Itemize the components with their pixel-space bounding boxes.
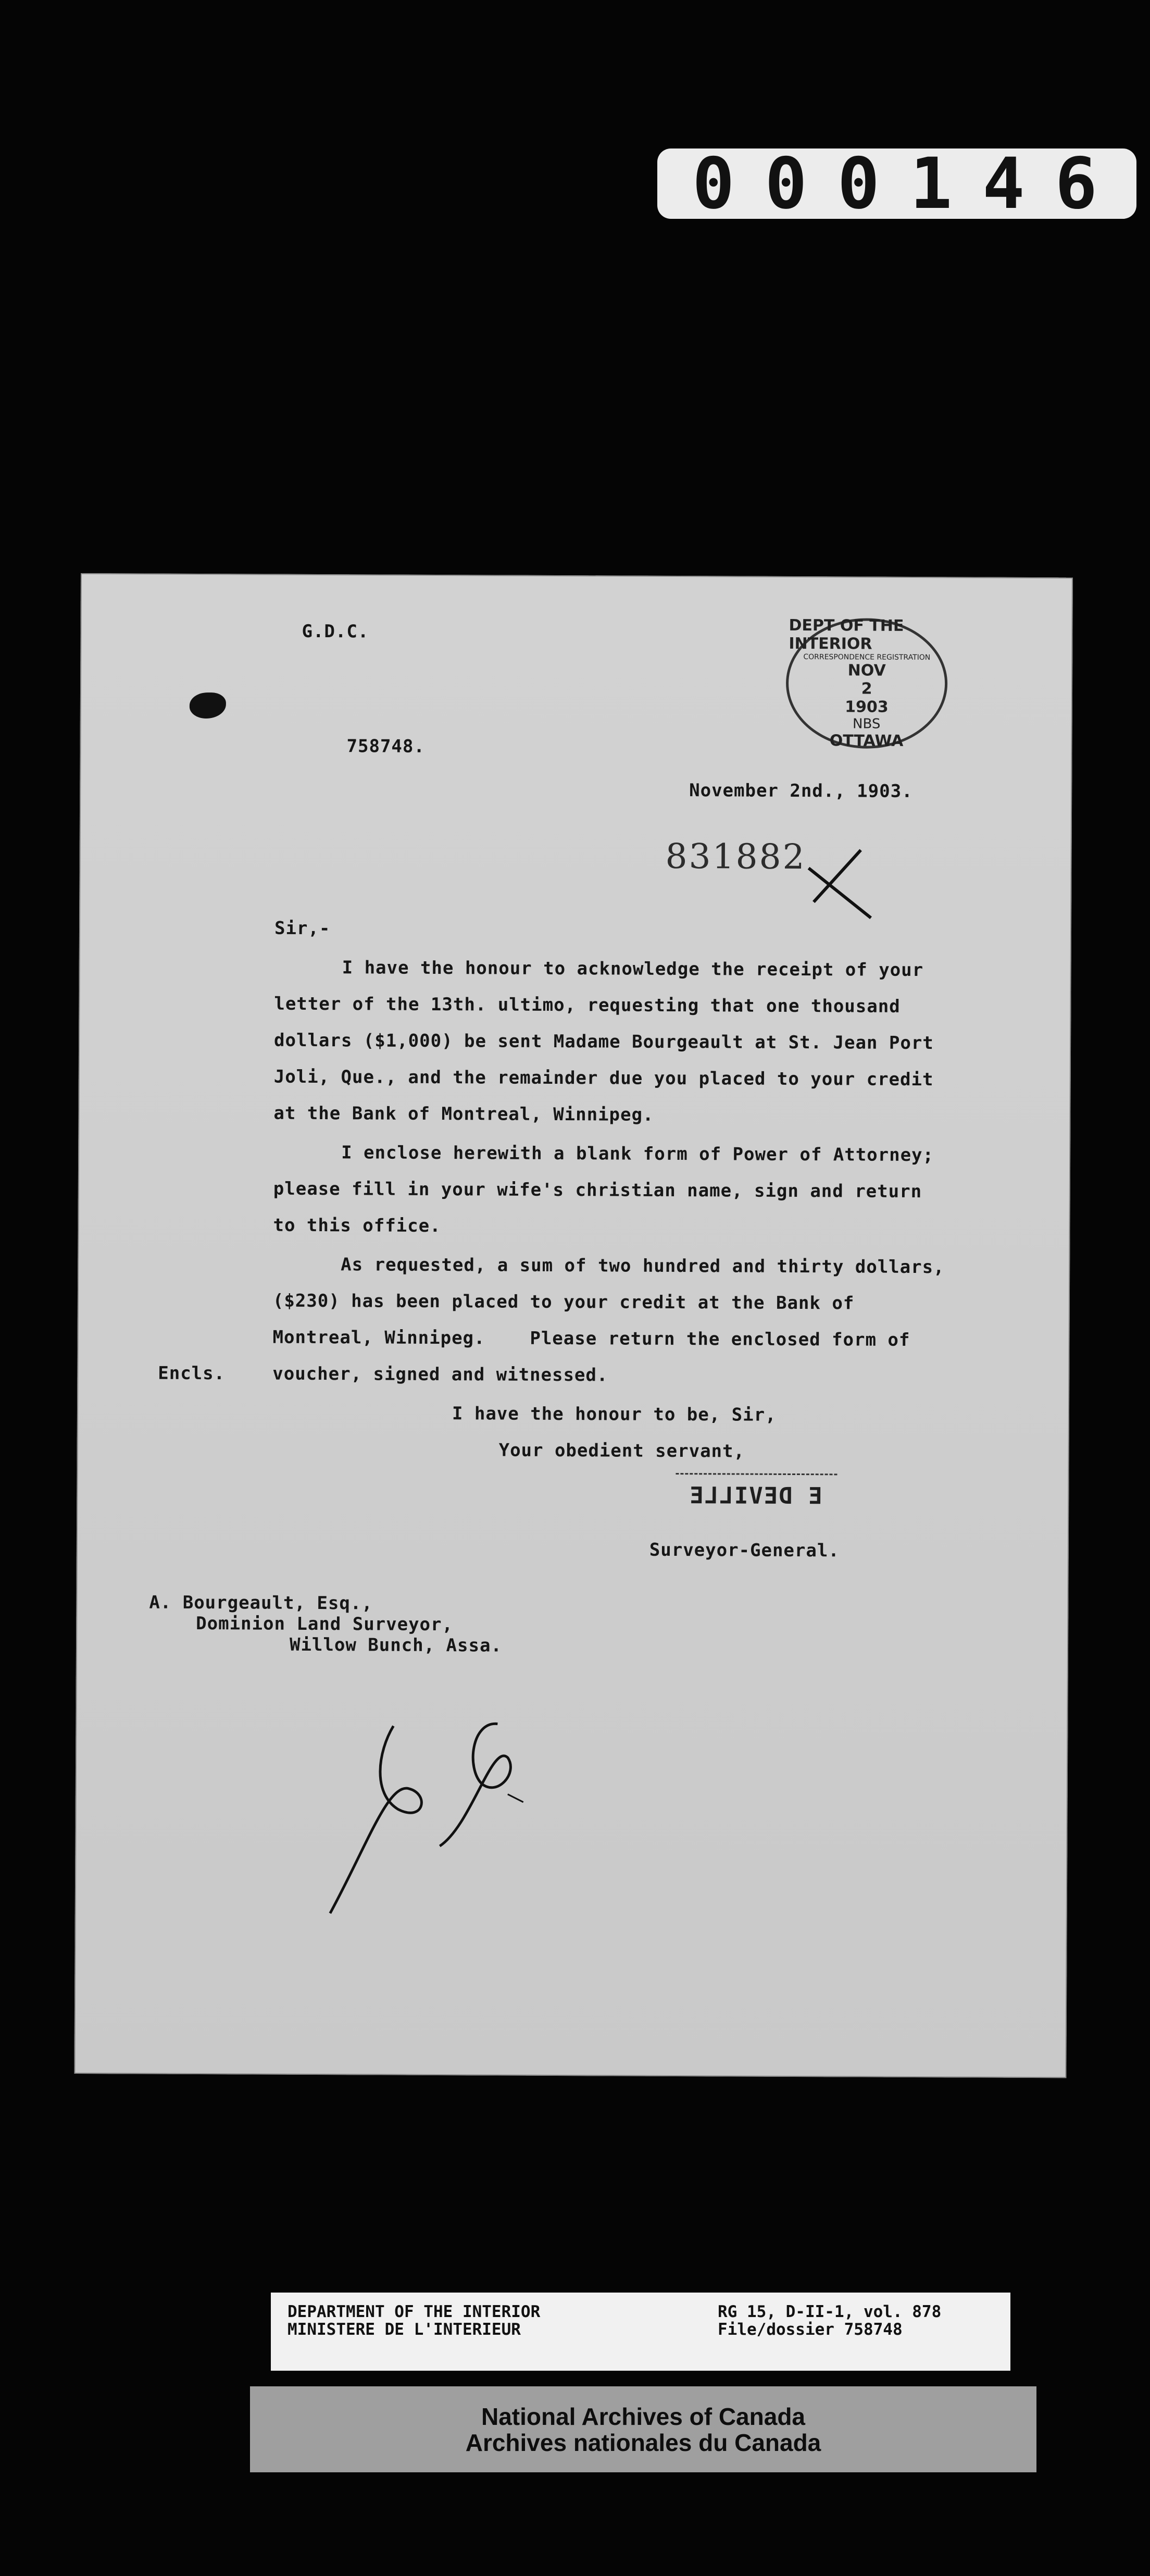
dept-english: DEPARTMENT OF THE INTERIOR [288, 2302, 541, 2321]
addressee-line-2: Dominion Land Surveyor, [196, 1613, 454, 1636]
file-reference-label [271, 2293, 1010, 2371]
registry-number: 831882 [665, 836, 806, 877]
archive-name-english: National Archives of Canada [481, 2402, 805, 2430]
salutation: Sir,- [274, 918, 331, 939]
archive-name-french: Archives nationales du Canada [465, 2429, 821, 2456]
stamp-day: 2 [861, 679, 872, 698]
stamp-city: OTTAWA [829, 732, 904, 750]
body-line-1: I have the honour to acknowledge the receipt of your [342, 957, 924, 981]
body-line-12: voucher, signed and witnessed. [272, 1363, 608, 1386]
stamp-year: 1903 [845, 698, 889, 716]
registration-stamp [786, 618, 948, 749]
body-line-5: at the Bank of Montreal, Winnipeg. [273, 1103, 654, 1125]
letter-initials: G.D.C. [302, 621, 369, 642]
closing-line-2: Your obedient servant, [498, 1440, 745, 1462]
body-line-4: Joli, Que., and the remainder due you placed to your credit [273, 1066, 934, 1091]
body-line-9: As requested, a sum of two hundred and thirty dollars, [341, 1254, 945, 1278]
microfilm-frame-number: 000146 [657, 148, 1136, 219]
body-line-7: please fill in your wife's christian name, sign and return [273, 1178, 922, 1203]
addressee-line-1: A. Bourgeault, Esq., [149, 1592, 373, 1614]
body-line-11: Montreal, Winnipeg. Please return the enclosed form of [272, 1327, 910, 1351]
ink-blot [190, 692, 226, 719]
body-line-6: I enclose herewith a blank form of Power of Attorney; [341, 1142, 934, 1166]
dept-french: MINISTERE DE L'INTERIEUR [288, 2320, 521, 2339]
stamp-code: NBS [853, 716, 881, 732]
signatory-title: Surveyor-General. [649, 1539, 840, 1562]
body-line-8: to this office. [273, 1215, 441, 1237]
archive-label [250, 2386, 1036, 2472]
stamp-dept: DEPT OF THE INTERIOR [789, 616, 904, 653]
letter-page [74, 573, 1073, 2078]
check-mark-x [803, 847, 877, 921]
body-line-10: ($230) has been placed to your credit at the Bank of [272, 1290, 855, 1314]
file-number: 758748. [346, 736, 425, 757]
stamp-month: NOV [847, 661, 886, 680]
signature-line [676, 1473, 837, 1475]
closing-line-1: I have the honour to be, Sir, [452, 1403, 777, 1426]
file-dossier-ref: File/dossier 758748 [718, 2320, 903, 2339]
letter-date: November 2nd., 1903. [689, 780, 913, 802]
record-group-ref: RG 15, D-II-1, vol. 878 [718, 2302, 942, 2321]
enclosure-note: Encls. [158, 1363, 226, 1384]
body-line-3: dollars ($1,000) be sent Madame Bourgeault at St. Jean Port [274, 1030, 934, 1054]
addressee-line-3: Willow Bunch, Assa. [289, 1634, 503, 1656]
signature-stamp: E DEVILLE [689, 1482, 822, 1510]
body-line-2: letter of the 13th. ultimo, requesting that one thousand [274, 993, 901, 1017]
handwritten-initials [315, 1710, 555, 1930]
stamp-left-text: CORRESPONDENCE REGISTRATION [803, 653, 931, 662]
